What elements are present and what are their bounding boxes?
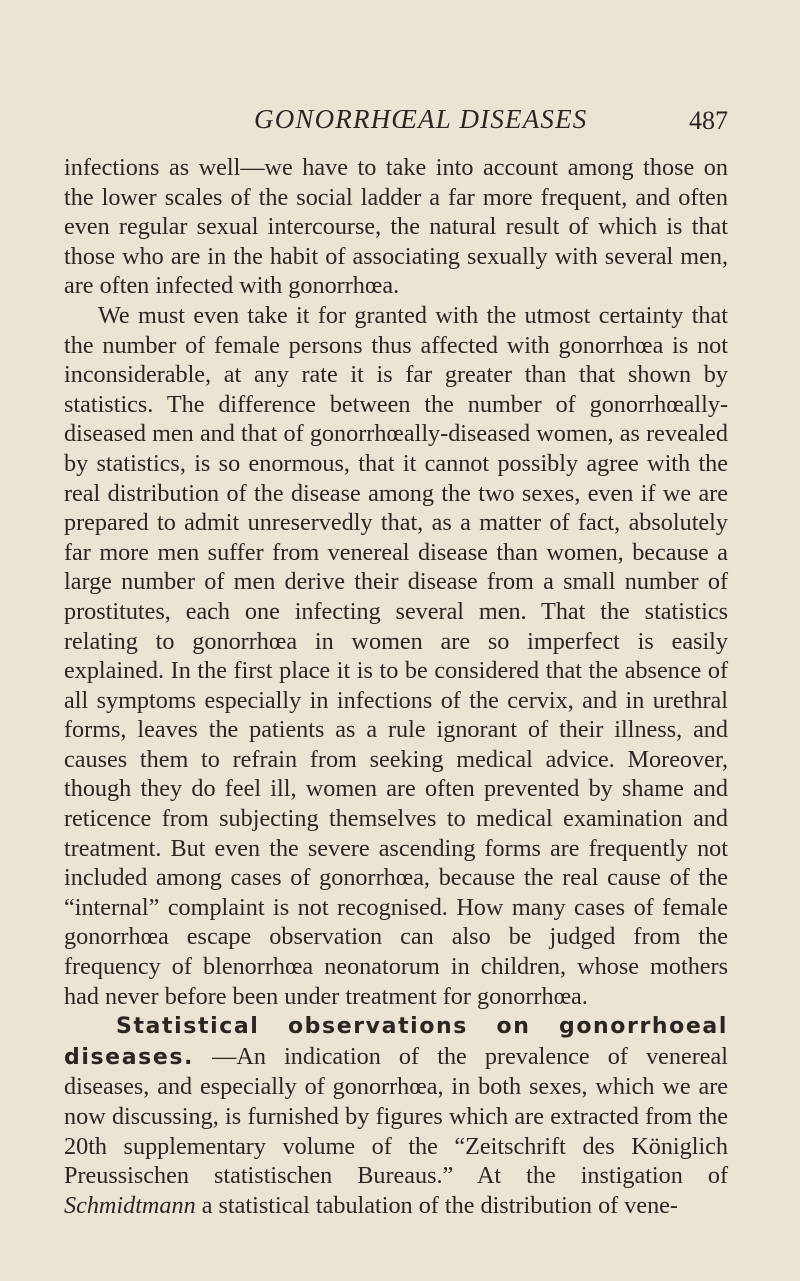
- paragraph-1: infections as well—we have to take into account among those on the lower scales of the social ladder a far more frequent, and often even regular sexual intercourse, the natural result of which is that those who are in the habit of associating sexually with several men, are often infected with gonorrhœa.: [64, 154, 728, 300]
- running-title: GONORRHŒAL DISEASES: [254, 104, 588, 134]
- section-heading: Statistical observations on gonorrhoeal diseases.: [64, 1014, 728, 1070]
- paragraph-3-text: —An indication of the prevalence of venereal diseases, and especially of gonorrhœa, in both sexes, which we are now discussing, is furnished by figures which are extracted from the 20th supplementary volume of the “Zeitschrift des Königlich Preussischen statistischen Bureaus.” At the instigation of: [64, 1042, 728, 1190]
- body-text: [64, 153, 728, 1220]
- paragraph-2: We must even take it for granted with the utmost certainty that the number of female persons thus affected with gonorrhœa is not inconsiderable, at any rate it is far greater than that shown by statistics. The difference between the number of gonorrhœally-diseased men and that of gonorrhœally-diseased women, as revealed by statistics, is so enormous, that it cannot possibly agree with the real distribution of the disease among the two sexes, even if we are prepared to admit unreservedly that, as a matter of fact, absolutely far more men suffer from venereal disease than women, because a large number of men derive their disease from a small number of prostitutes, each one infecting several men. That the statistics relating to gonorrhœa in women are so imperfect is easily explained. In the first place it is to be considered that the absence of all symptoms especially in infections of the cervix, and in urethral forms, leaves the patients as a rule ignorant of their illness, and causes them to refrain from seeking medical advice. Moreover, though they do feel ill, women are often prevented by shame and reticence from subjecting themselves to medical examination and treatment. But even the severe ascending forms are frequently not included among cases of gonorrhœa, because the real cause of the “internal” complaint is not recognised. How many cases of female gonorrhœa escape observation can also be judged from the frequency of blenorrhœa neonatorum in children, whose mothers had never before been under treatment for gonorrhœa.: [64, 301, 728, 1010]
- author-name: Schmidtmann: [64, 1191, 196, 1219]
- paragraph-3: [64, 1011, 728, 1220]
- page-header: [64, 104, 728, 144]
- page-number: 487: [689, 106, 728, 135]
- paragraph-3-end: a statistical tabulation of the distribution of vene-: [195, 1191, 678, 1219]
